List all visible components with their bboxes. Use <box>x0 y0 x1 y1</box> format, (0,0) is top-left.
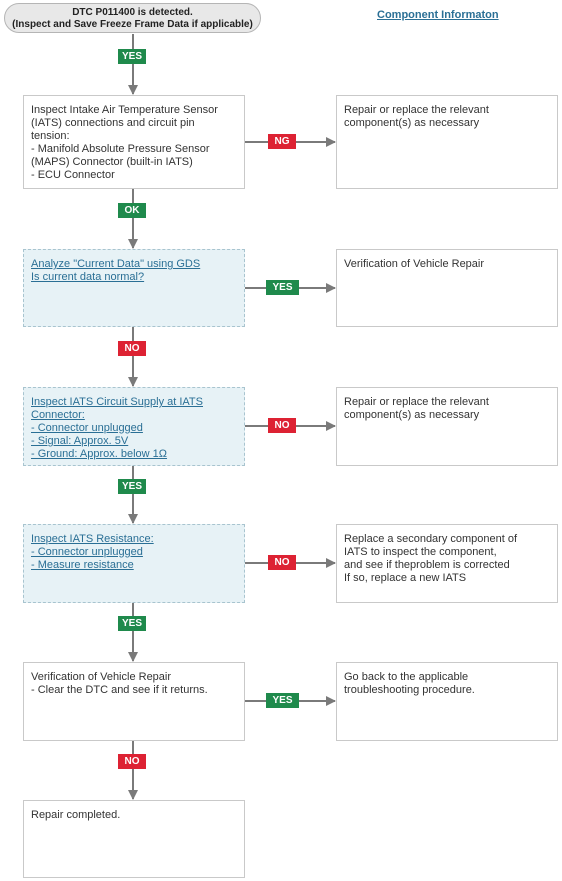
badge-step2-yes: YES <box>266 280 299 295</box>
badge-step5-yes: YES <box>266 693 299 708</box>
step2-analyze-current-data-box <box>23 249 245 327</box>
badge-step2-no: NO <box>118 341 146 356</box>
step4-inspect-resistance-box <box>23 524 245 603</box>
badge-step1-ng: NG <box>268 134 296 149</box>
outcome3-line: Repair or replace the relevant <box>344 396 489 408</box>
outcome1-line: component(s) as necessary <box>344 117 480 129</box>
step1-line: - ECU Connector <box>31 169 115 181</box>
badge-step3-yes: YES <box>118 479 146 494</box>
step3-link-line[interactable]: - Signal: Approx. 5V <box>31 435 129 447</box>
step2-link-line[interactable]: Analyze "Current Data" using GDS <box>31 258 201 270</box>
outcome5-line: troubleshooting procedure. <box>344 684 475 696</box>
step6-repair-completed-box <box>23 800 245 878</box>
start-node-dtc-detected <box>4 3 261 33</box>
start-line-1: DTC P011400 is detected. <box>72 7 193 18</box>
step6-line: Repair completed. <box>31 809 121 821</box>
step3-link-line[interactable]: Inspect IATS Circuit Supply at IATS <box>31 396 203 408</box>
step1-line: (IATS) connections and circuit pin <box>31 117 195 129</box>
step1-inspect-connections-box <box>23 95 245 189</box>
start-line-2: (Inspect and Save Freeze Frame Data if applicable) <box>12 19 253 30</box>
component-information-link[interactable]: Component Informaton <box>377 9 499 21</box>
step4-link-line[interactable]: - Connector unplugged <box>31 546 143 558</box>
step1-line: - Manifold Absolute Pressure Sensor <box>31 143 210 155</box>
outcome4-line: Replace a secondary component of <box>344 533 518 545</box>
outcome4-line: If so, replace a new IATS <box>344 572 467 584</box>
outcome4-line: IATS to inspect the component, <box>344 546 497 558</box>
badge-step4-no: NO <box>268 555 296 570</box>
outcome1-line: Repair or replace the relevant <box>344 104 489 116</box>
outcome4-replace-secondary-box <box>336 524 558 603</box>
badge-step4-yes: YES <box>118 616 146 631</box>
outcome1-repair-replace-box <box>336 95 558 189</box>
step3-link-line[interactable]: - Connector unplugged <box>31 422 143 434</box>
step4-link-line[interactable]: Inspect IATS Resistance: <box>31 533 154 545</box>
badge-step3-no: NO <box>268 418 296 433</box>
outcome3-line: component(s) as necessary <box>344 409 480 421</box>
step1-line: (MAPS) Connector (built-in IATS) <box>31 156 193 168</box>
outcome3-repair-replace-box <box>336 387 558 466</box>
badge-step1-ok: OK <box>118 203 146 218</box>
badge-step5-no: NO <box>118 754 146 769</box>
step3-link-line[interactable]: Connector: <box>31 409 85 421</box>
step5-verification-box <box>23 662 245 741</box>
step4-link-line[interactable]: - Measure resistance <box>31 559 134 571</box>
outcome4-line: and see if theproblem is corrected <box>344 559 510 571</box>
step3-inspect-circuit-supply-box <box>23 387 245 466</box>
step5-line: - Clear the DTC and see if it returns. <box>31 684 208 696</box>
step5-line: Verification of Vehicle Repair <box>31 671 172 683</box>
badge-start-yes: YES <box>118 49 146 64</box>
step2-link-line[interactable]: Is current data normal? <box>31 271 145 283</box>
outcome2-line: Verification of Vehicle Repair <box>344 258 485 270</box>
outcome5-line: Go back to the applicable <box>344 671 469 683</box>
step1-line: Inspect Intake Air Temperature Sensor <box>31 104 218 116</box>
outcome2-verification-box <box>336 249 558 327</box>
outcome5-go-back-box <box>336 662 558 741</box>
step3-link-line[interactable]: - Ground: Approx. below 1Ω <box>31 448 168 460</box>
step1-line: tension: <box>31 130 70 142</box>
